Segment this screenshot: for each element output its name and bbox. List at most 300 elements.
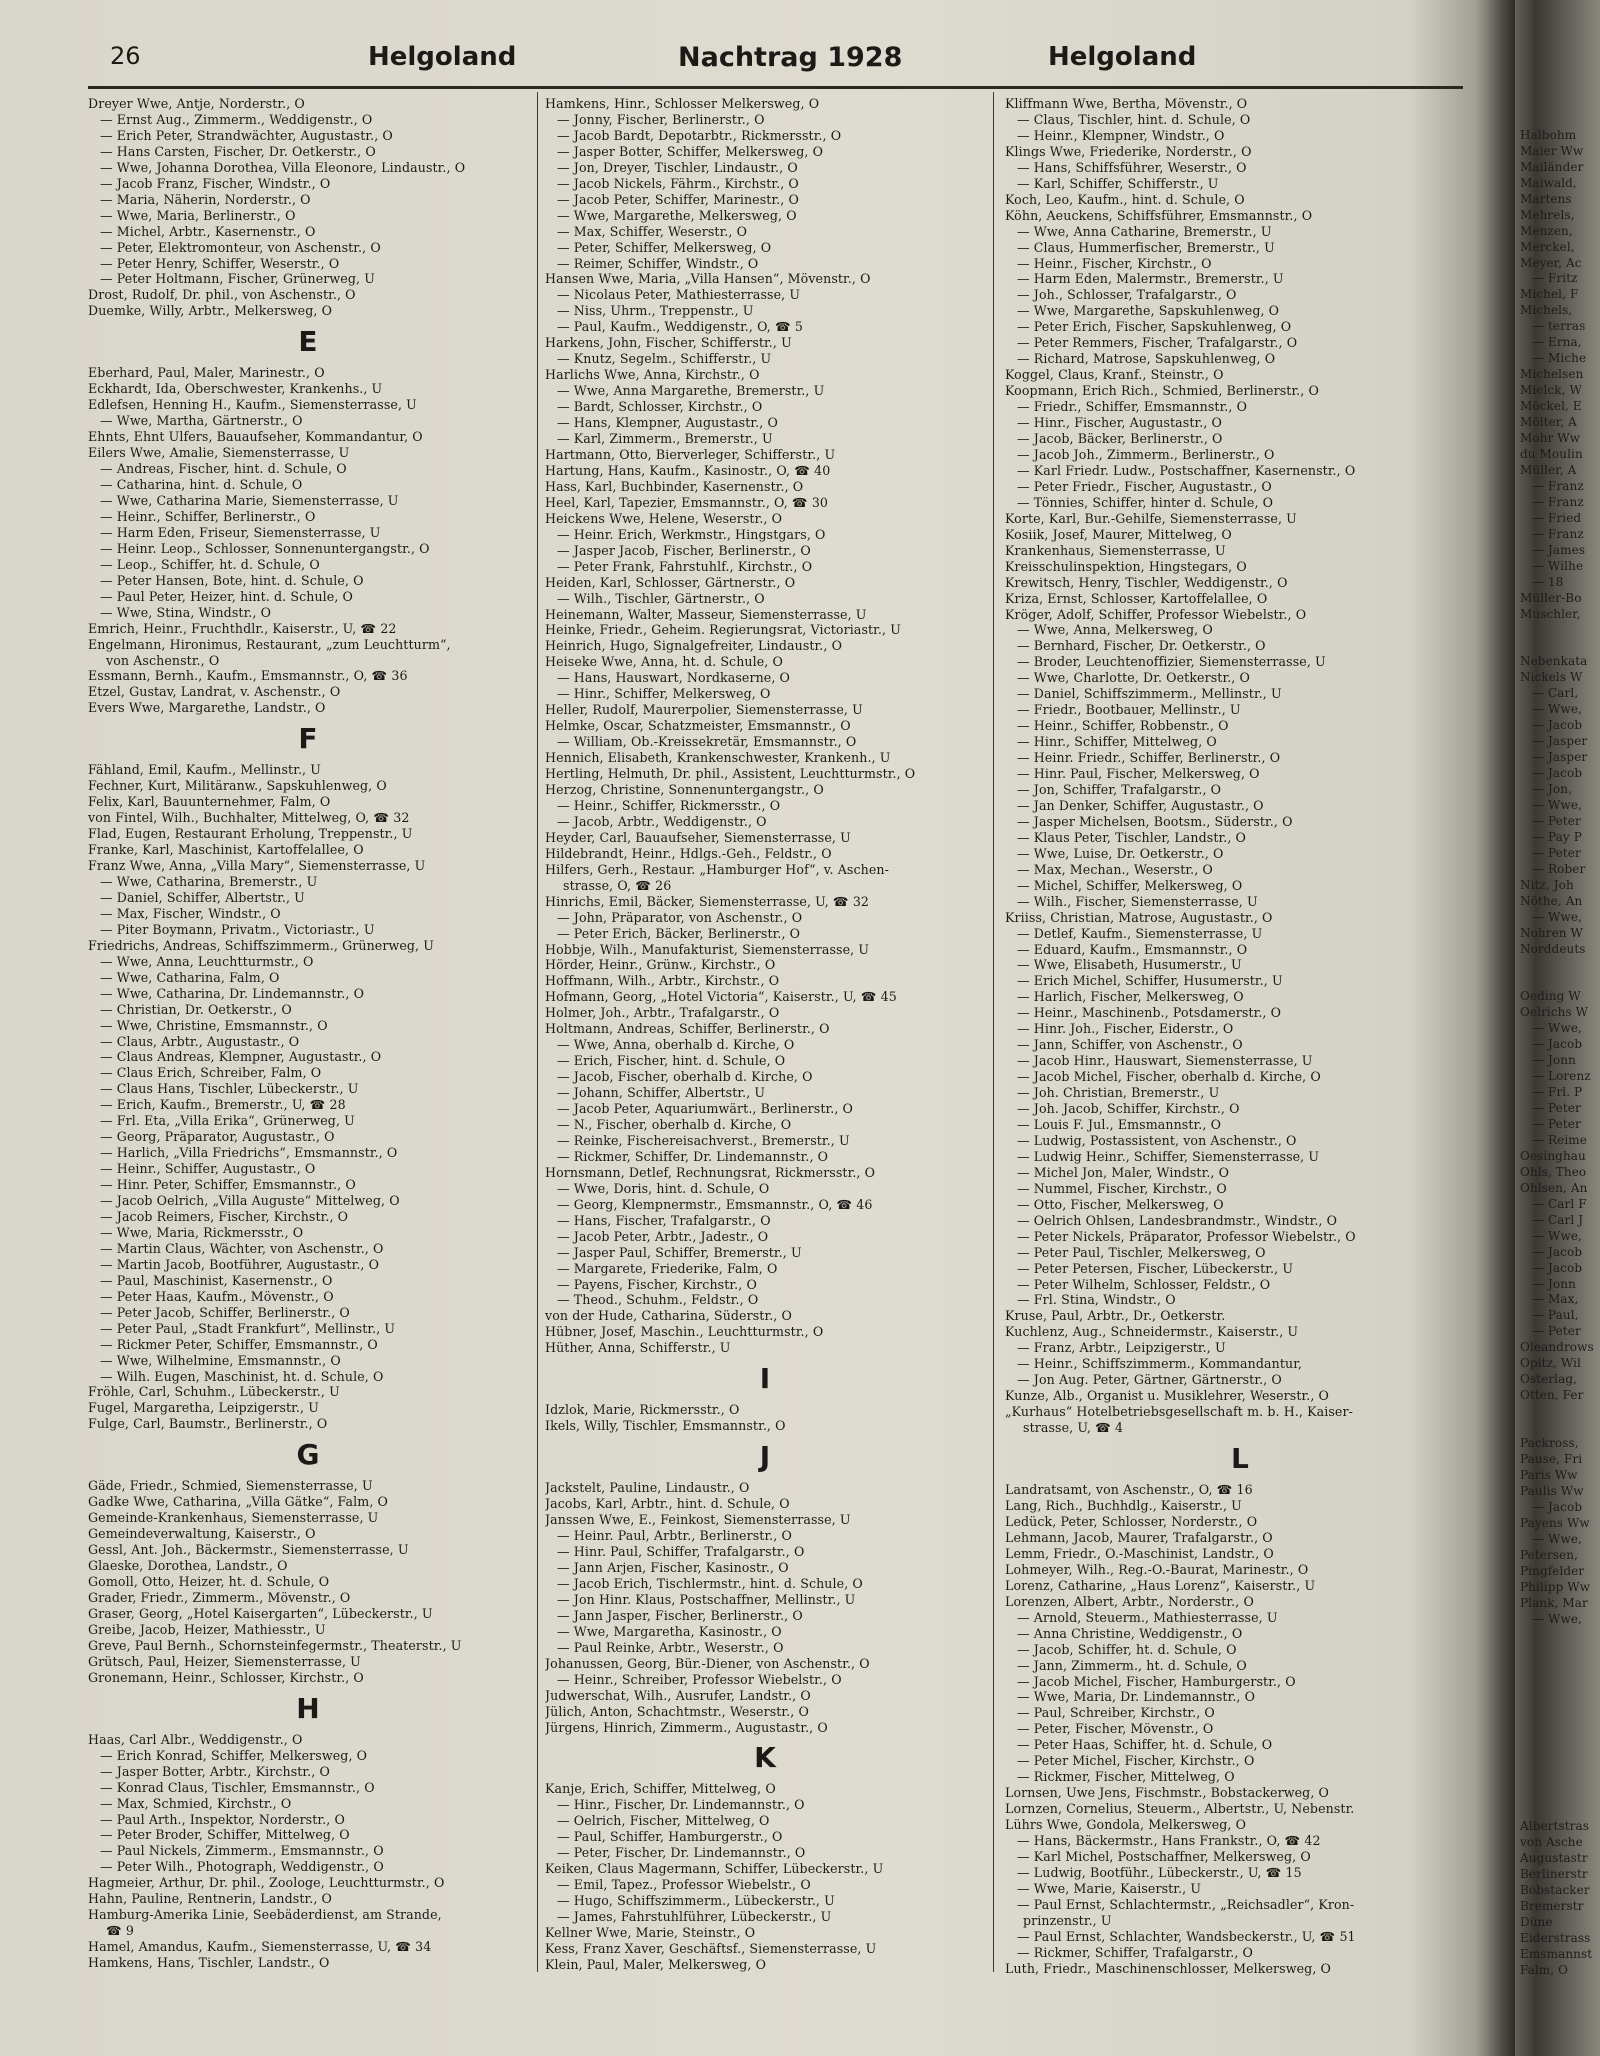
directory-entry: — Max, Schiffer, Weserstr., O	[557, 223, 748, 239]
directory-entry: — Jacob Nickels, Fährm., Kirchstr., O	[557, 175, 799, 191]
directory-entry: — Friedr., Bootbauer, Mellinstr., U	[1017, 702, 1241, 718]
directory-entry: Otten, Fer	[1520, 1388, 1584, 1403]
directory-entry: — Jann Jasper, Fischer, Berlinerstr., O	[557, 1607, 803, 1623]
directory-entry	[1520, 957, 1600, 973]
directory-entry: Lührs Wwe, Gondola, Melkersweg, O	[1005, 1817, 1247, 1833]
directory-entry: — Emil, Tapez., Professor Wiebelstr., O	[557, 1877, 811, 1893]
directory-entry: — Harm Eden, Friseur, Siemensterrasse, U	[100, 524, 381, 540]
directory-entry: Bobstacker	[1520, 1882, 1590, 1897]
directory-entry: — Heinr., Schreiber, Professor Wiebelstr., O	[557, 1671, 842, 1687]
directory-entry: Korte, Karl, Bur.-Gehilfe, Siemensterrasse, U	[1005, 510, 1297, 526]
directory-entry: — Heinr. Paul, Arbtr., Berlinerstr., O	[557, 1528, 792, 1544]
directory-entry: — Rickmer, Schiffer, Trafalgarstr., O	[1017, 1944, 1253, 1960]
directory-entry: — N., Fischer, oberhalb d. Kirche, O	[557, 1117, 792, 1132]
directory-entry: — Claus Hans, Tischler, Lübeckerstr., U	[100, 1081, 359, 1097]
directory-entry: — Jacob	[1532, 1499, 1583, 1514]
directory-entry: — Jasper Botter, Schiffer, Melkersweg, O	[557, 143, 824, 159]
directory-entry: — Peter Nickels, Präparator, Professor Wiebelstr., O	[1017, 1228, 1356, 1244]
directory-entry: Greve, Paul Bernh., Schornsteinfegermstr., Theaterstr., U	[88, 1637, 462, 1653]
directory-entry: — Anna Christine, Weddigenstr., O	[1017, 1625, 1243, 1641]
directory-entry: Hansen Wwe, Maria, „Villa Hansen“, Mövenstr., O	[545, 271, 871, 287]
directory-entry: Gronemann, Heinr., Schlosser, Kirchstr., O	[88, 1669, 364, 1685]
directory-entry-continuation: ☎ 9	[106, 1923, 135, 1939]
directory-entry	[1520, 96, 1600, 112]
directory-entry: — Ernst Aug., Zimmerm., Weddigenstr., O	[100, 111, 373, 127]
directory-entry: Eilers Wwe, Amalie, Siemensterrasse, U	[88, 445, 350, 461]
directory-entry: — Peter Remmers, Fischer, Trafalgarstr., O	[1017, 335, 1298, 351]
directory-entry: Petersen,	[1520, 1547, 1578, 1562]
directory-entry: — Paul Peter, Heizer, hint. d. Schule, O	[100, 588, 353, 604]
directory-entry: — Jasper Paul, Schiffer, Bremerstr., U	[557, 1244, 802, 1260]
directory-entry: — Peter, Fischer, Mövenstr., O	[1017, 1721, 1214, 1737]
directory-entry: — William, Ob.-Kreissekretär, Emsmannstr., O	[557, 734, 857, 750]
directory-entry: — Peter	[1532, 1324, 1581, 1339]
directory-entry: — Detlef, Kaufm., Siemensterrasse, U	[1017, 925, 1263, 941]
directory-entry: — Johann, Schiffer, Albertstr., U	[557, 1085, 766, 1101]
directory-entry: Lornzen, Cornelius, Steuerm., Albertstr., U, Nebenstr.	[1005, 1801, 1355, 1817]
directory-entry: Michels,	[1520, 303, 1573, 318]
next-page-edge-column	[1520, 96, 1600, 1976]
directory-entry: — Max, Mechan., Weserstr., O	[1017, 861, 1213, 877]
directory-entry: — Georg, Klempnermstr., Emsmannstr., O, ☎ 46	[557, 1196, 873, 1212]
directory-entry: Kanje, Erich, Schiffer, Mittelweg, O	[545, 1781, 776, 1797]
directory-entry: — Jann, Schiffer, von Aschenstr., O	[1017, 1037, 1243, 1053]
directory-entry: — Fried	[1532, 510, 1582, 525]
directory-entry: — Heinr., Schiffer, Rickmersstr., O	[557, 797, 781, 813]
directory-entry: — Jacob	[1532, 718, 1583, 733]
directory-entry: — Jacob	[1532, 1244, 1583, 1259]
directory-entry: Herzog, Christine, Sonnenuntergangstr., O	[545, 781, 824, 797]
directory-entry: — Erich, Fischer, hint. d. Schule, O	[557, 1053, 786, 1069]
directory-entry: — Peter Paul, „Stadt Frankfurt“, Mellinstr., U	[100, 1320, 396, 1336]
directory-entry: — Heinr., Schiffer, Berlinerstr., O	[100, 508, 316, 524]
directory-entry: Fulge, Carl, Baumstr., Berlinerstr., O	[88, 1416, 328, 1432]
directory-entry: — Carl F	[1532, 1196, 1587, 1211]
directory-entry: Falm, O	[1520, 1962, 1569, 1976]
directory-entry: — Jacob Peter, Aquariumwärt., Berlinerstr., O	[557, 1101, 853, 1117]
directory-entry: Hinrichs, Emil, Bäcker, Siemensterrasse, U, ☎ 32	[545, 893, 870, 909]
directory-entry: Hobbje, Wilh., Manufakturist, Siemensterrasse, U	[545, 941, 870, 957]
directory-entry: — Bardt, Schlosser, Kirchstr., O	[557, 399, 763, 415]
directory-entry: Ohls, Theo	[1520, 1164, 1587, 1179]
directory-entry: — Niss, Uhrm., Treppenstr., U	[557, 303, 754, 319]
directory-entry	[1520, 638, 1600, 654]
directory-entry: Essmann, Bernh., Kaufm., Emsmannstr., O, ☎ 36	[88, 668, 408, 684]
directory-entry	[1520, 1404, 1600, 1420]
directory-entry: — Hinr., Schiffer, Melkersweg, O	[557, 686, 771, 702]
directory-entry: von der Hude, Catharina, Süderstr., O	[545, 1308, 792, 1324]
directory-entry: — Christian, Dr. Oetkerstr., O	[100, 1001, 292, 1017]
directory-entry: — Jonn	[1532, 1276, 1576, 1291]
directory-entry: — Heinr., Schiffer, Augustastr., O	[100, 1161, 316, 1177]
directory-entry: Helmke, Oscar, Schatzmeister, Emsmannstr., O	[545, 718, 851, 734]
directory-entry: Kriza, Ernst, Schlosser, Kartoffelallee, O	[1005, 590, 1268, 606]
directory-entry: — 18	[1532, 574, 1564, 589]
directory-entry: — Paul Ernst, Schlachtermstr., „Reichsadler“, Kron-	[1017, 1896, 1355, 1912]
directory-entry: Harlichs Wwe, Anna, Kirchstr., O	[545, 367, 760, 383]
directory-entry: — James	[1532, 542, 1586, 557]
directory-entry: Paris Ww	[1520, 1467, 1578, 1482]
directory-entry: — Rickmer, Schiffer, Dr. Lindemannstr., O	[557, 1148, 829, 1164]
directory-entry: Felix, Karl, Bauunternehmer, Falm, O	[88, 794, 331, 810]
directory-entry: — Piter Boymann, Privatm., Victoriastr., U	[100, 921, 375, 937]
directory-entry	[1520, 1739, 1600, 1755]
directory-entry: — Wwe, Margarethe, Sapskuhlenweg, O	[1017, 303, 1280, 319]
directory-entry: — Paul, Maschinist, Kasernenstr., O	[100, 1272, 333, 1288]
directory-entry: Franke, Karl, Maschinist, Kartoffelallee, O	[88, 842, 364, 858]
header-rule	[88, 86, 1463, 89]
directory-entry: — Jacob Franz, Fischer, Windstr., O	[100, 175, 331, 191]
directory-entry: Jackstelt, Pauline, Lindaustr., O	[545, 1480, 750, 1496]
directory-entry: — Carl,	[1532, 686, 1579, 701]
directory-entry: — Paul Nickels, Zimmerm., Emsmannstr., O	[100, 1843, 384, 1859]
directory-entry: — Jacob Erich, Tischlermstr., hint. d. Schule, O	[557, 1575, 863, 1591]
directory-entry: Hüther, Anna, Schifferstr., U	[545, 1340, 731, 1356]
directory-entry: — Hans, Hauswart, Nordkaserne, O	[557, 670, 790, 686]
directory-entry: Hamkens, Hans, Tischler, Landstr., O	[88, 1955, 330, 1971]
directory-entry: — Payens, Fischer, Kirchstr., O	[557, 1276, 757, 1292]
section-letter: G	[296, 1438, 320, 1472]
directory-entry: — Wwe,	[1532, 1228, 1582, 1243]
directory-entry: Holtmann, Andreas, Schiffer, Berlinerstr., O	[545, 1021, 830, 1037]
directory-entry: — Peter	[1532, 1117, 1581, 1131]
directory-entry: Heiden, Karl, Schlosser, Gärtnerstr., O	[545, 574, 796, 590]
directory-entry: — Jacob Hinr., Hauswart, Siemensterrasse, U	[1017, 1053, 1313, 1069]
directory-entry: — James, Fahrstuhlführer, Lübeckerstr., U	[557, 1909, 832, 1925]
directory-entry: — Martin Claus, Wächter, von Aschenstr., O	[100, 1240, 384, 1256]
directory-entry: — Wwe, Marie, Kaiserstr., U	[1017, 1880, 1202, 1896]
directory-entry: Michelsen	[1520, 367, 1584, 382]
directory-entry: Hübner, Josef, Maschin., Leuchtturmstr., O	[545, 1324, 824, 1340]
directory-entry: — Konrad Claus, Tischler, Emsmannstr., O	[100, 1779, 375, 1795]
directory-entry: — Peter Haas, Kaufm., Mövenstr., O	[100, 1288, 334, 1304]
running-head-left: Helgoland	[368, 42, 517, 72]
directory-entry: — Margarete, Friederike, Falm, O	[557, 1260, 778, 1276]
directory-entry: Lemm, Friedr., O.-Maschinist, Landstr., O	[1005, 1545, 1274, 1561]
directory-entry	[1520, 1803, 1600, 1819]
directory-entry: Hofmann, Georg, „Hotel Victoria“, Kaiserstr., U, ☎ 45	[545, 989, 897, 1005]
directory-entry: — Peter, Schiffer, Melkersweg, O	[557, 239, 772, 255]
directory-entry: — Hinr. Peter, Schiffer, Emsmannstr., O	[100, 1177, 356, 1193]
directory-entry: Köhn, Aeuckens, Schiffsführer, Emsmannstr., O	[1005, 207, 1313, 223]
directory-entry: — Paul, Kaufm., Weddigenstr., O, ☎ 5	[557, 319, 804, 335]
directory-entry: Drost, Rudolf, Dr. phil., von Aschenstr., O	[88, 287, 356, 303]
directory-entry: Pingfelder	[1520, 1563, 1585, 1578]
directory-entry: Klings Wwe, Friederike, Norderstr., O	[1005, 143, 1252, 159]
directory-entry: Ehnts, Ehnt Ulfers, Bauaufseher, Kommandantur, O	[88, 429, 423, 445]
directory-entry: Kruse, Paul, Arbtr., Dr., Oetkerstr.	[1005, 1308, 1226, 1324]
directory-entry-continuation: strasse, U, ☎ 4	[1023, 1420, 1124, 1436]
directory-entry: — Wwe,	[1532, 1531, 1582, 1546]
directory-entry: Lang, Rich., Buchhdlg., Kaiserstr., U	[1005, 1498, 1242, 1514]
directory-entry: Fugel, Margaretha, Leipzigerstr., U	[88, 1400, 319, 1416]
directory-entry: — Wwe,	[1532, 702, 1582, 717]
directory-entry: — Peter Jacob, Schiffer, Berlinerstr., O	[100, 1304, 350, 1320]
directory-entry: — Wwe, Catharina, Dr. Lindemannstr., O	[100, 985, 364, 1001]
directory-entry: — Heinr. Erich, Werkmstr., Hingstgars, O	[557, 526, 826, 542]
directory-entry: — Wwe, Catharina Marie, Siemensterrasse, U	[100, 492, 399, 508]
directory-entry: Haas, Carl Albr., Weddigenstr., O	[88, 1731, 303, 1747]
directory-entry: Judwerschat, Wilh., Ausrufer, Landstr., O	[545, 1687, 811, 1703]
directory-entry: — Jonny, Fischer, Berlinerstr., O	[557, 111, 765, 127]
directory-entry: — Jacob Joh., Zimmerm., Berlinerstr., O	[1017, 446, 1275, 462]
directory-entry: — Erich Michel, Schiffer, Husumerstr., U	[1017, 973, 1283, 989]
directory-entry: Duemke, Willy, Arbtr., Melkersweg, O	[88, 303, 332, 319]
directory-entry: Hoffmann, Wilh., Arbtr., Kirchstr., O	[545, 973, 780, 989]
directory-entry: Hennich, Elisabeth, Krankenschwester, Krankenh., U	[545, 750, 891, 766]
directory-entry: — Paul Arth., Inspektor, Norderstr., O	[100, 1811, 345, 1827]
directory-entry: — Karl, Zimmerm., Bremerstr., U	[557, 431, 773, 447]
directory-entry: — Jasper Michelsen, Bootsm., Süderstr., O	[1017, 813, 1293, 829]
directory-entry: Koggel, Claus, Kranf., Steinstr., O	[1005, 367, 1224, 383]
directory-entry: — Franz	[1532, 526, 1584, 541]
directory-entry: Dreyer Wwe, Antje, Norderstr., O	[88, 96, 305, 111]
directory-entry: Payens Ww	[1520, 1515, 1590, 1530]
directory-entry: — Jacob Reimers, Fischer, Kirchstr., O	[100, 1209, 349, 1224]
directory-entry: Hamburg-Amerika Linie, Seebäderdienst, am Strande,	[88, 1907, 442, 1923]
directory-entry: Krankenhaus, Siemensterrasse, U	[1005, 542, 1226, 558]
directory-entry: Heller, Rudolf, Maurerpolier, Siemensterrasse, U	[545, 702, 863, 718]
directory-entry: — Harlich, Fischer, Melkersweg, O	[1017, 989, 1244, 1005]
directory-entry: Fähland, Emil, Kaufm., Mellinstr., U	[88, 762, 321, 778]
directory-entry: — Claus, Hummerfischer, Bremerstr., U	[1017, 239, 1275, 255]
directory-entry: Graser, Georg, „Hotel Kaisergarten“, Lübeckerstr., U	[88, 1605, 433, 1621]
directory-entry: — Wwe, Luise, Dr. Oetkerstr., O	[1017, 845, 1224, 861]
directory-entry: Klein, Paul, Maler, Melkersweg, O	[545, 1956, 766, 1972]
directory-entry: — Wwe, Catharina, Falm, O	[100, 969, 280, 985]
directory-entry: Grader, Friedr., Zimmerm., Mövenstr., O	[88, 1590, 351, 1606]
directory-entry: — Hans, Bäckermstr., Hans Frankstr., O, ☎ 42	[1017, 1833, 1321, 1849]
running-head-right: Helgoland	[1048, 42, 1197, 72]
directory-entry: Jürgens, Hinrich, Zimmerm., Augustastr., O	[545, 1719, 828, 1735]
directory-column-2	[545, 96, 985, 1976]
directory-entry: Pause, Fri	[1520, 1452, 1583, 1467]
directory-entry: Jülich, Anton, Schachtmstr., Weserstr., O	[545, 1703, 809, 1719]
directory-entry: — Wwe, Charlotte, Dr. Oetkerstr., O	[1017, 670, 1250, 686]
directory-entry: — Paul Reinke, Arbtr., Weserstr., O	[557, 1639, 784, 1655]
directory-entry: — Wwe, Anna, oberhalb d. Kirche, O	[557, 1037, 795, 1053]
directory-entry: Nebenkata	[1520, 654, 1588, 669]
directory-entry: — Jon, Dreyer, Tischler, Lindaustr., O	[557, 159, 798, 175]
directory-entry: Eberhard, Paul, Maler, Marinestr., O	[88, 365, 325, 381]
directory-entry: — Jacob	[1532, 1260, 1583, 1275]
directory-entry: Kellner Wwe, Marie, Steinstr., O	[545, 1925, 756, 1941]
directory-entry: Eckhardt, Ida, Oberschwester, Krankenhs., U	[88, 381, 383, 397]
directory-entry: Norddeuts	[1520, 941, 1586, 956]
directory-entry: — Jon,	[1532, 781, 1572, 796]
directory-entry: — Peter Friedr., Fischer, Augustastr., O	[1017, 478, 1272, 494]
directory-column-3	[1005, 96, 1475, 1976]
directory-entry: — Oelrich, Fischer, Mittelweg, O	[557, 1813, 770, 1829]
directory-entry: — Wwe, Maria, Rickmersstr., O	[100, 1224, 304, 1240]
directory-entry: Ohlsen, An	[1520, 1180, 1588, 1195]
directory-entry: — Jacob, Fischer, oberhalb d. Kirche, O	[557, 1069, 813, 1085]
directory-entry: Holmer, Joh., Arbtr., Trafalgarstr., O	[545, 1005, 780, 1021]
directory-entry: Oelrichs W	[1520, 1005, 1589, 1020]
directory-entry: Johanussen, Georg, Bür.-Diener, von Aschenstr., O	[545, 1655, 870, 1671]
directory-entry: — Maria, Näherin, Norderstr., O	[100, 191, 311, 207]
directory-entry: Hass, Karl, Buchbinder, Kasernenstr., O	[545, 478, 804, 494]
directory-entry: — Ludwig, Postassistent, von Aschenstr., O	[1017, 1132, 1297, 1148]
directory-entry: Nöthe, An	[1520, 893, 1583, 908]
directory-entry: Ikels, Willy, Tischler, Emsmannstr., O	[545, 1418, 786, 1434]
directory-entry: Mehrels,	[1520, 207, 1575, 222]
directory-entry: Philipp Ww	[1520, 1579, 1591, 1594]
directory-entry: — Fritz	[1532, 271, 1578, 286]
section-letter: F	[298, 722, 318, 756]
directory-entry: Menzen,	[1520, 223, 1573, 238]
directory-entry: — Franz	[1532, 494, 1584, 509]
directory-entry: Augustastr	[1520, 1850, 1588, 1865]
directory-entry	[1520, 1420, 1600, 1436]
directory-entry: — Heinr. Leop., Schlosser, Sonnenuntergangstr., O	[100, 540, 430, 556]
directory-entry: — Karl Friedr. Ludw., Postschaffner, Kasernenstr., O	[1017, 462, 1356, 478]
directory-entry: — Peter	[1532, 1101, 1581, 1116]
directory-entry: — Klaus Peter, Tischler, Landstr., O	[1017, 829, 1246, 845]
directory-entry: Hamel, Amandus, Kaufm., Siemensterrasse, U, ☎ 34	[88, 1939, 432, 1955]
directory-entry	[1520, 1691, 1600, 1707]
directory-entry: Etzel, Gustav, Landrat, v. Aschenstr., O	[88, 684, 341, 700]
directory-entry: — Knutz, Segelm., Schifferstr., U	[557, 351, 772, 367]
directory-entry: Emrich, Heinr., Fruchthdlr., Kaiserstr., U, ☎ 22	[88, 620, 397, 636]
directory-entry: Paulis Ww	[1520, 1483, 1584, 1498]
directory-entry: Opitz, Wil	[1520, 1356, 1581, 1371]
directory-entry	[1520, 622, 1600, 638]
directory-entry: — Peter Wilhelm, Schlosser, Feldstr., O	[1017, 1276, 1271, 1292]
directory-entry: — Arnold, Steuerm., Mathiesterrasse, U	[1017, 1609, 1278, 1625]
directory-entry: — Michel Jon, Maler, Windstr., O	[1017, 1164, 1230, 1180]
directory-entry: — Daniel, Schiffer, Albertstr., U	[100, 889, 305, 905]
directory-entry: — Claus Erich, Schreiber, Falm, O	[100, 1065, 322, 1081]
directory-entry: Heel, Karl, Tapezier, Emsmannstr., O, ☎ 30	[545, 494, 829, 510]
directory-entry: — Ludwig, Bootführ., Lübeckerstr., U, ☎ 15	[1017, 1864, 1302, 1880]
directory-entry: — Wwe, Anna, Melkersweg, O	[1017, 622, 1213, 638]
directory-entry: — Erich, Kaufm., Bremerstr., U, ☎ 28	[100, 1097, 346, 1113]
directory-entry: — Rober	[1532, 861, 1586, 876]
directory-entry: Landratsamt, von Aschenstr., O, ☎ 16	[1005, 1482, 1253, 1498]
directory-entry: Heinemann, Walter, Masseur, Siemensterrasse, U	[545, 606, 867, 622]
directory-entry: — Joh. Christian, Bremerstr., U	[1017, 1085, 1220, 1101]
directory-entry: — Bernhard, Fischer, Dr. Oetkerstr., O	[1017, 638, 1266, 654]
directory-entry: — Jacob Bardt, Depotarbtr., Rickmersstr., O	[557, 127, 842, 143]
directory-entry: Kriiss, Christian, Matrose, Augustastr., O	[1005, 909, 1273, 925]
directory-entry: — Wwe, Johanna Dorothea, Villa Eleonore, Lindaustr., O	[100, 159, 466, 175]
directory-entry: Heyder, Carl, Bauaufseher, Siemensterrasse, U	[545, 829, 851, 845]
directory-entry: Hartung, Hans, Kaufm., Kasinostr., O, ☎ 40	[545, 462, 831, 478]
directory-entry: — Jacob Oelrich, „Villa Auguste“ Mittelweg, O	[100, 1193, 400, 1209]
directory-entry: Hornsmann, Detlef, Rechnungsrat, Rickmersstr., O	[545, 1164, 876, 1180]
directory-entry: — Jacob Peter, Arbtr., Jadestr., O	[557, 1228, 769, 1244]
directory-entry: — Wwe, Stina, Windstr., O	[100, 604, 272, 620]
directory-entry: Evers Wwe, Margarethe, Landstr., O	[88, 700, 326, 716]
directory-entry: — Wwe, Wilhelmine, Emsmannstr., O	[100, 1352, 341, 1368]
directory-entry: Fröhle, Carl, Schuhm., Lübeckerstr., U	[88, 1384, 340, 1400]
directory-entry: — Hinr., Schiffer, Mittelweg, O	[1017, 734, 1217, 750]
directory-entry: — Hinr., Fischer, Dr. Lindemannstr., O	[557, 1797, 805, 1813]
directory-entry: Kliffmann Wwe, Bertha, Mövenstr., O	[1005, 96, 1248, 111]
directory-entry: Grütsch, Paul, Heizer, Siemensterrasse, U	[88, 1653, 361, 1669]
directory-entry: Muschler,	[1520, 606, 1581, 621]
directory-entry: — Erich Peter, Strandwächter, Augustastr., O	[100, 127, 393, 143]
directory-entry: du Moulin	[1520, 446, 1583, 461]
directory-entry: — Reinke, Fischereisachverst., Bremerstr., U	[557, 1132, 850, 1148]
directory-entry: Osterlag,	[1520, 1372, 1578, 1387]
directory-entry: — Oelrich Ohlsen, Landesbrandmstr., Windstr., O	[1017, 1212, 1338, 1228]
directory-entry: — Rickmer Peter, Schiffer, Emsmannstr., O	[100, 1336, 378, 1352]
directory-entry: — Erich Konrad, Schiffer, Melkersweg, O	[100, 1747, 368, 1763]
directory-entry: Maier Ww	[1520, 143, 1584, 158]
directory-entry: Engelmann, Hironimus, Restaurant, „zum Leuchtturm“,	[88, 636, 451, 652]
directory-entry: — Miche	[1532, 351, 1587, 366]
directory-entry: — Hans Carsten, Fischer, Dr. Oetkerstr., O	[100, 143, 376, 159]
directory-entry: Hartmann, Otto, Bierverleger, Schifferstr., U	[545, 446, 836, 462]
directory-entry: — Wwe, Doris, hint. d. Schule, O	[557, 1180, 770, 1196]
directory-entry: Nohren W	[1520, 925, 1583, 940]
directory-entry: Flad, Eugen, Restaurant Erholung, Treppenstr., U	[88, 826, 413, 842]
directory-entry: — Wilh., Fischer, Siemensterrasse, U	[1017, 893, 1258, 909]
section-letter: E	[298, 325, 318, 359]
directory-entry: Krewitsch, Henry, Tischler, Weddigenstr., O	[1005, 574, 1288, 590]
directory-entry: Hilfers, Gerh., Restaur. „Hamburger Hof“, v. Aschen-	[545, 861, 889, 877]
directory-entry	[1520, 1787, 1600, 1803]
directory-entry: — Wilh., Tischler, Gärtnerstr., O	[557, 590, 765, 606]
directory-entry: — Tönnies, Schiffer, hinter d. Schule, O	[1017, 494, 1274, 510]
directory-entry: — Reimer, Schiffer, Windstr., O	[557, 255, 759, 271]
directory-entry: Lehmann, Jacob, Maurer, Trafalgarstr., O	[1005, 1529, 1273, 1545]
directory-entry: — Franz, Arbtr., Leipzigerstr., U	[1017, 1340, 1226, 1356]
directory-entry: — Paul, Schreiber, Kirchstr., O	[1017, 1705, 1215, 1721]
directory-entry: — Heinr., Schiffszimmerm., Kommandantur,	[1017, 1356, 1303, 1372]
directory-entry: — Eduard, Kaufm., Emsmannstr., O	[1017, 941, 1248, 957]
directory-entry: — Jan Denker, Schiffer, Augustastr., O	[1017, 797, 1264, 813]
directory-entry: Mölter, A	[1520, 415, 1577, 430]
directory-entry: Gemeinde-Krankenhaus, Siemensterrasse, U	[88, 1510, 379, 1526]
directory-entry: Koopmann, Erich Rich., Schmied, Berlinerstr., O	[1005, 383, 1319, 399]
directory-entry: Mielck, W	[1520, 383, 1582, 398]
directory-entry: Hildebrandt, Heinr., Hdlgs.-Geh., Feldstr., O	[545, 845, 832, 861]
directory-entry	[1520, 1659, 1600, 1675]
directory-entry: — Paul,	[1532, 1308, 1579, 1323]
directory-entry: — Nummel, Fischer, Kirchstr., O	[1017, 1180, 1227, 1196]
directory-entry: — Paul Ernst, Schlachter, Wandsbeckerstr., U, ☎ 51	[1017, 1928, 1356, 1944]
directory-entry: Heickens Wwe, Helene, Weserstr., O	[545, 510, 783, 526]
directory-entry: — Harlich, „Villa Friedrichs“, Emsmannstr., O	[100, 1145, 398, 1161]
directory-entry: von Asche	[1520, 1834, 1583, 1849]
directory-entry: Ledück, Peter, Schlosser, Norderstr., O	[1005, 1513, 1258, 1529]
directory-entry: — Jasper Jacob, Fischer, Berlinerstr., O	[557, 542, 811, 558]
directory-entry: Müller, A	[1520, 462, 1577, 477]
directory-entry: Merckel,	[1520, 239, 1575, 254]
directory-entry: — Peter	[1532, 813, 1581, 828]
directory-entry: — Richard, Matrose, Sapskuhlenweg, O	[1017, 351, 1276, 367]
directory-entry: Koch, Leo, Kaufm., hint. d. Schule, O	[1005, 191, 1245, 207]
directory-entry: — Wilhe	[1532, 558, 1584, 573]
directory-entry-continuation: strasse, O, ☎ 26	[563, 877, 672, 893]
directory-entry	[1520, 1628, 1600, 1644]
directory-entry: Packross,	[1520, 1436, 1579, 1451]
directory-entry: Oesinghau	[1520, 1148, 1586, 1163]
directory-entry: — Max, Schmied, Kirchstr., O	[100, 1795, 292, 1811]
directory-entry: — Rickmer, Fischer, Mittelweg, O	[1017, 1769, 1235, 1785]
directory-entry: Heinke, Friedr., Geheim. Regierungsrat, Victoriastr., U	[545, 622, 901, 638]
directory-entry: Albertstras	[1520, 1818, 1589, 1833]
directory-entry: — Jacob	[1532, 1037, 1583, 1052]
directory-entry: — Pay P	[1532, 829, 1582, 844]
directory-entry: — Wwe, Maria, Berlinerstr., O	[100, 207, 296, 223]
directory-entry: Lornsen, Uwe Jens, Fischmstr., Bobstackerweg, O	[1005, 1785, 1329, 1801]
directory-entry: Eiderstrass	[1520, 1930, 1591, 1945]
directory-entry: — Wwe,	[1532, 1021, 1582, 1036]
